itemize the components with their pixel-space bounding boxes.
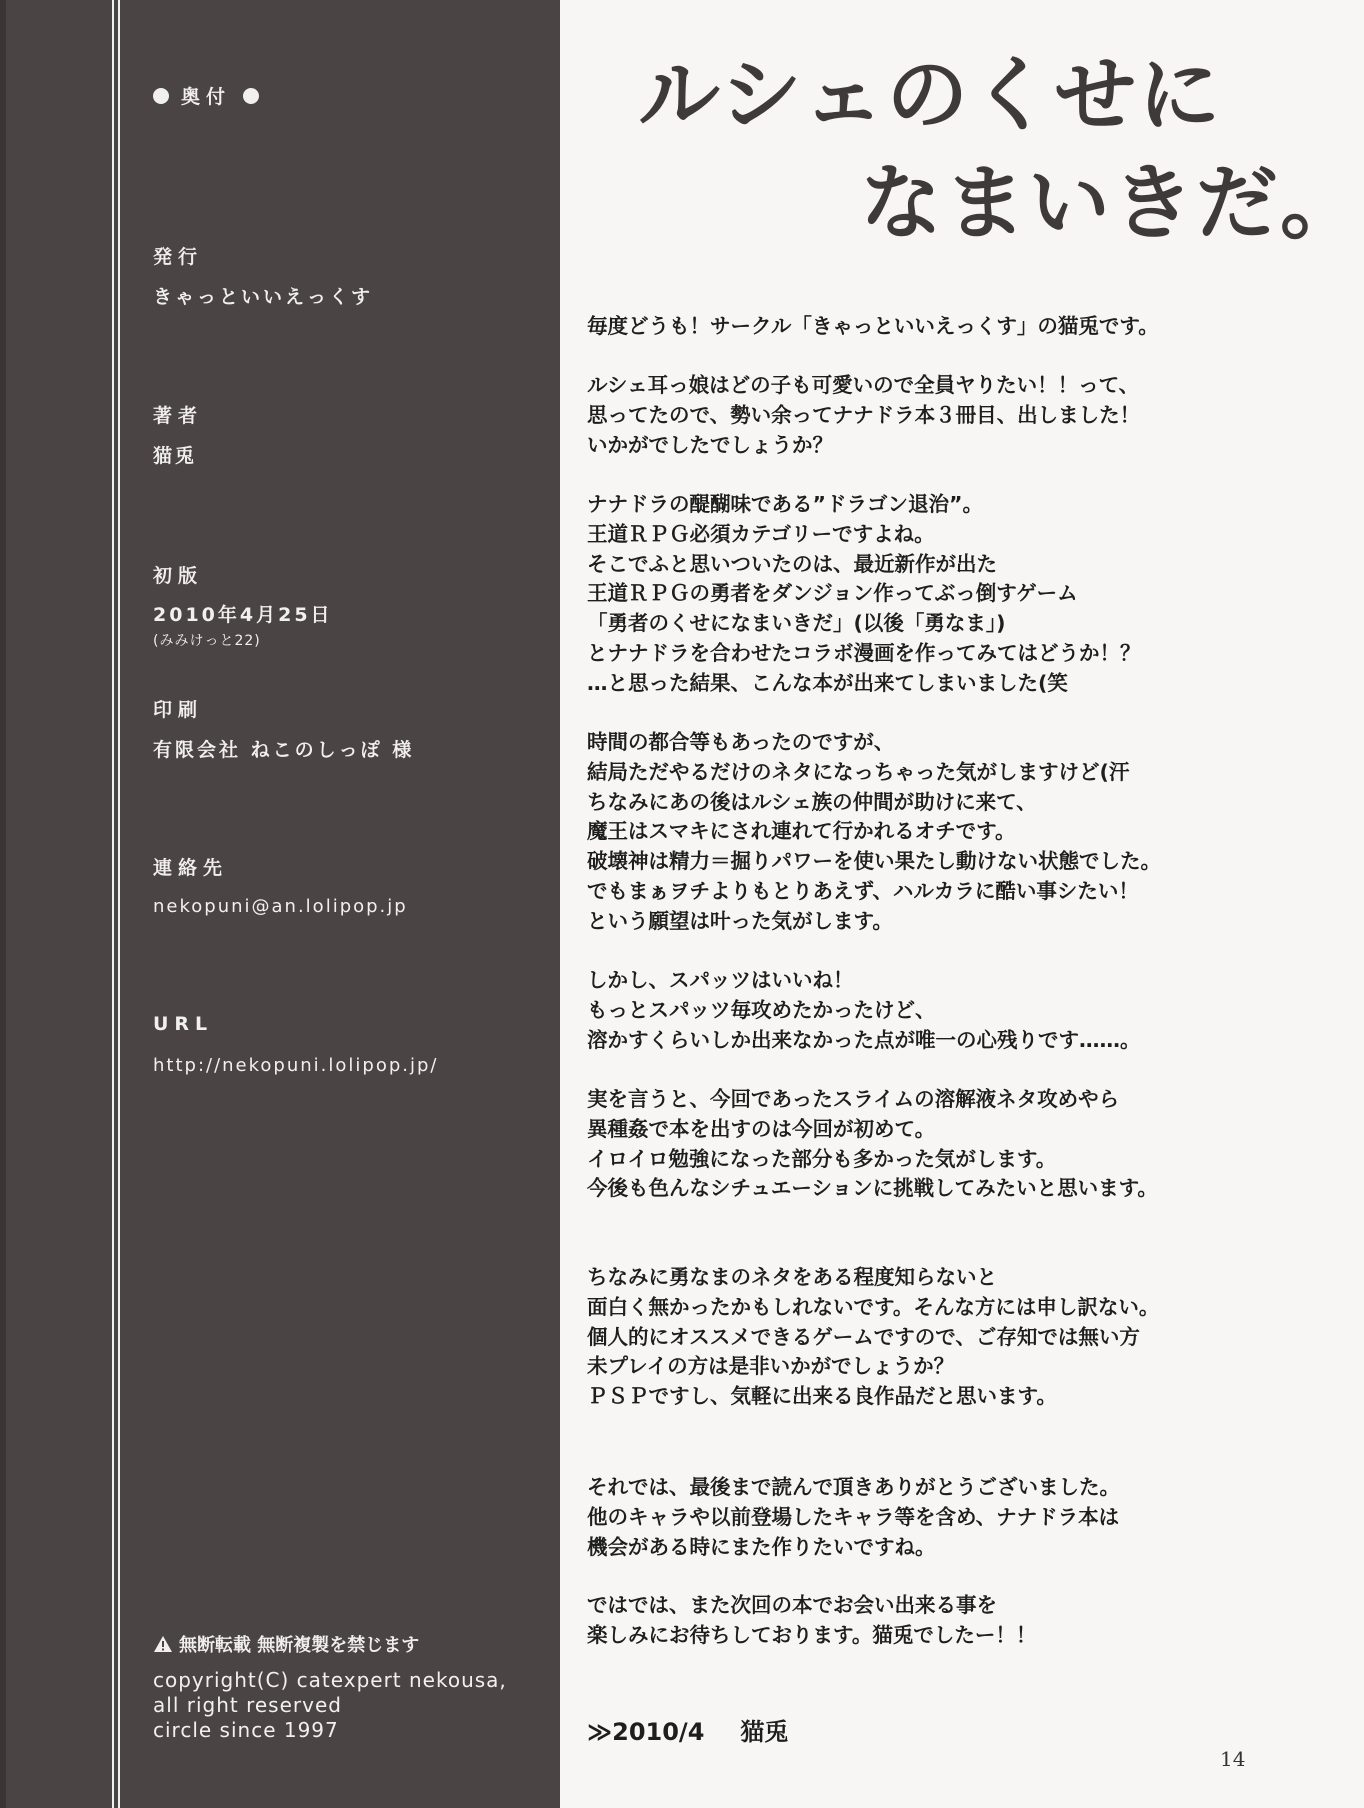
text-line: ちなみに勇なまのネタをある程度知らないと <box>587 1265 997 1289</box>
paragraph <box>587 312 1275 342</box>
signature-date: ≫2010/4 <box>587 1718 705 1746</box>
paragraph <box>587 371 1275 460</box>
colophon-heading: 奥付 <box>153 82 259 109</box>
text-line: 思ってたので、勢い余ってナナドラ本３冊目、出しました！ <box>587 402 1141 427</box>
bullet-icon <box>243 88 259 104</box>
printing-label: 印刷 <box>153 699 204 721</box>
text-line: という願望は叶った気がします。 <box>587 908 893 933</box>
author-value: 猫兎 <box>153 445 198 467</box>
text-line: 「勇者のくせになまいきだ」(以後「勇なま」) <box>587 611 1006 636</box>
paragraph <box>587 1473 1275 1562</box>
text-line: イロイロ勉強になった部分も多かった気がします。 <box>587 1146 1057 1171</box>
contact-label: 連絡先 <box>153 857 229 879</box>
text-line: 異種姦で本を出すのは今回が初めて。 <box>587 1116 936 1141</box>
url-label: URL <box>153 1013 214 1035</box>
text-line: とナナドラを合わせたコラボ漫画を作ってみてはどうか！？ <box>587 640 1141 665</box>
printing-value: 有限会社 ねこのしっぽ 様 <box>153 739 415 761</box>
text-line: 王道ＲＰＧ必須カテゴリーですよね。 <box>587 521 935 546</box>
text-line: ではでは、また次回の本でお会い出来る事を <box>587 1593 997 1617</box>
paragraph <box>587 966 1275 1055</box>
copyright-line: circle since 1997 <box>153 1718 339 1742</box>
text-line: 未プレイの方は是非いかがでしょうか？ <box>587 1354 955 1379</box>
paragraph <box>587 1591 1275 1651</box>
text-line: もっとスパッツ毎攻めたかったけど、 <box>587 997 936 1022</box>
copyright-line: all right reserved <box>153 1693 342 1717</box>
text-line: 個人的にオススメできるゲームですので、ご存知では無い方 <box>587 1324 1140 1349</box>
text-line: ルシェ耳っ娘はどの子も可愛いので全員ヤりたい！！って、 <box>587 373 1140 397</box>
copyright-line: copyright(C) catexpert nekousa, <box>153 1668 507 1692</box>
paragraph <box>587 1085 1275 1204</box>
signature-name: 猫兎 <box>740 1718 789 1746</box>
warning-icon <box>153 1635 173 1653</box>
text-line: 破壊神は精力＝掘りパワーを使い果たし動けない状態でした。 <box>587 849 1161 874</box>
paragraph <box>587 728 1275 937</box>
text-line: そこでふと思いついたのは、最近新作が出た <box>587 551 997 576</box>
text-line: 今後も色んなシチュエーションに挑戦してみたいと思います。 <box>587 1176 1158 1201</box>
panel-edge <box>0 0 6 1808</box>
text-line: 魔王はスマキにされ連れて行かれるオチです。 <box>587 819 1016 844</box>
first-edition-label: 初版 <box>153 565 204 587</box>
bullet-icon <box>153 88 169 104</box>
text-line: …と思った結果、こんな本が出来てしまいました(笑 <box>587 670 1068 695</box>
text-line: 楽しみにお待ちしております。猫兎でしたー！！ <box>587 1622 1037 1647</box>
author-label: 著者 <box>153 405 204 427</box>
paragraph <box>587 1263 1275 1412</box>
url-value: http://nekopuni.lolipop.jp/ <box>153 1055 439 1076</box>
title-line: なまいきだ。 <box>860 156 1364 251</box>
text-line: でもまぁヲチよりもとりあえず、ハルカラに酷い事シたい！ <box>587 878 1139 903</box>
text-line: 時間の都合等もあったのですが、 <box>587 730 895 754</box>
text-line: 王道ＲＰＧの勇者をダンジョン作ってぶっ倒すゲーム <box>587 581 1078 606</box>
copy-warning: 無断転載 無断複製を禁じます <box>153 1631 419 1657</box>
text-line: 面白く無かったかもしれないです。そんな方には申し訳ない。 <box>587 1294 1160 1319</box>
panel-rule <box>118 0 120 1808</box>
text-line: ナナドラの醍醐味である”ドラゴン退治”。 <box>587 492 983 516</box>
text-line: 毎度どうも！サークル「きゃっといいえっくす」の猫兎です。 <box>587 314 1159 338</box>
text-line: ＰＳＰですし、気軽に出来る良作品だと思います。 <box>587 1384 1057 1409</box>
text-line: 機会がある時にまた作りたいですね。 <box>587 1534 936 1559</box>
contact-email: nekopuni@an.lolipop.jp <box>153 896 408 917</box>
signature <box>587 1712 788 1747</box>
paragraph <box>587 490 1275 699</box>
text-line: それでは、最後まで読んで頂きありがとうございました。 <box>587 1475 1120 1499</box>
panel-rule <box>112 0 114 1808</box>
text-line: 実を言うと、今回であったスライムの溶解液ネタ攻めやら <box>587 1087 1120 1111</box>
publisher-value: きゃっといいえっくす <box>153 286 374 308</box>
text-line: 他のキャラや以前登場したキャラ等を含め、ナナドラ本は <box>587 1504 1120 1529</box>
text-line: しかし、スパッツはいいね！ <box>587 968 854 992</box>
publisher-label: 発行 <box>153 246 204 268</box>
text-line: ちなみにあの後はルシェ族の仲間が助けに来て、 <box>587 789 1037 814</box>
text-line: 溶かすくらいしか出来なかった点が唯一の心残りです……。 <box>587 1027 1141 1052</box>
page-number: 14 <box>1220 1747 1246 1771</box>
text-line: 結局ただやるだけのネタになっちゃった気がしますけど(汗 <box>587 759 1130 784</box>
afterword-title <box>638 48 1364 255</box>
copyright-block <box>153 1668 507 1743</box>
title-line: ルシェのくせに <box>638 48 1223 143</box>
text-line: いかがでしたでしょうか？ <box>587 432 833 457</box>
first-edition-event: (みみけっと22) <box>153 633 261 649</box>
first-edition-date: 2010年4月25日 <box>153 604 333 626</box>
